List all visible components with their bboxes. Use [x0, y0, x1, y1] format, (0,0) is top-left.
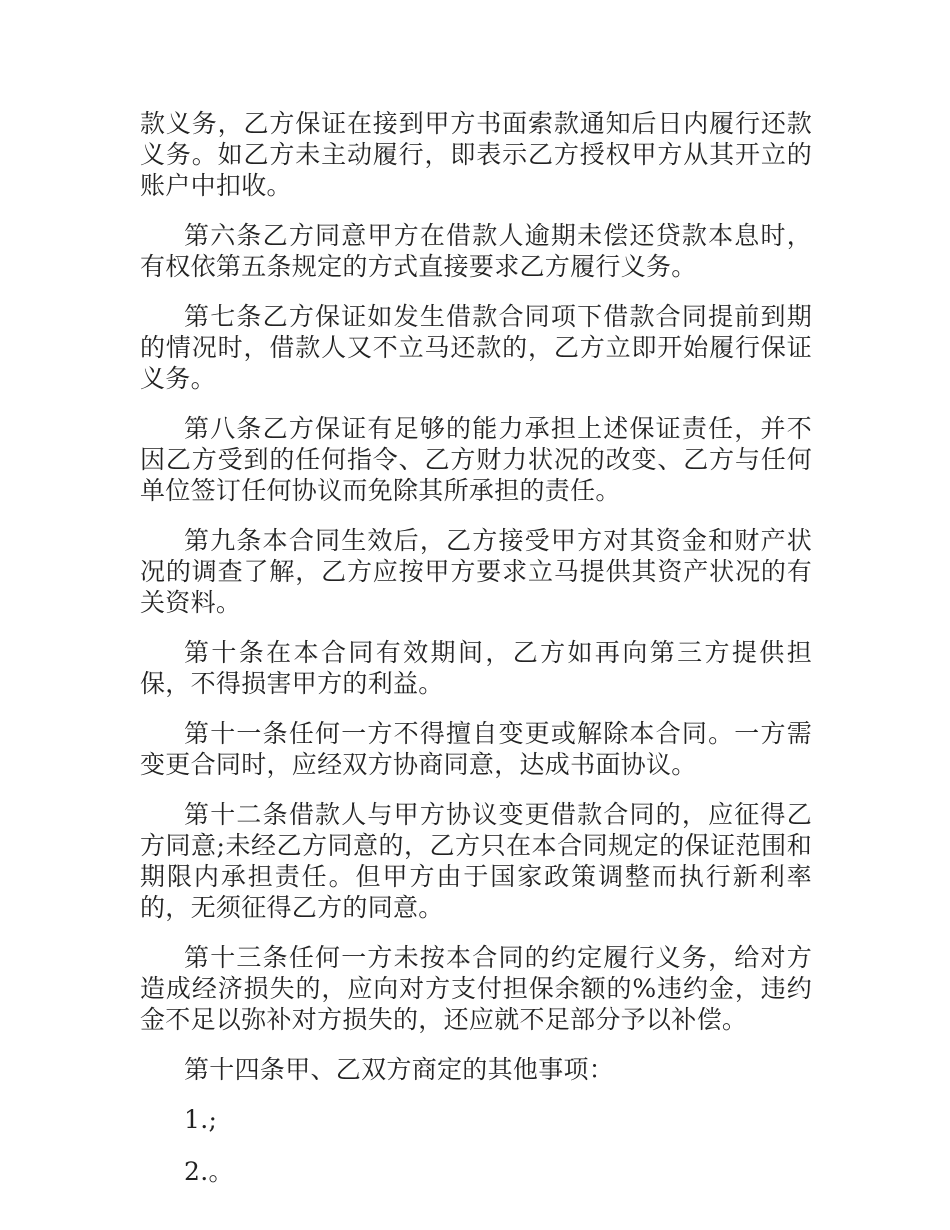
list-item-2: 2.。	[184, 1157, 234, 1186]
article-14: 第十四条甲、乙双方商定的其他事项：	[184, 1055, 615, 1084]
article-8: 第八条乙方保证有足够的能力承担上述保证责任，并不因乙方受到的任何指令、乙方财力状况的改变、乙方与任何单位签订任何协议而免除其所承担的责任。	[140, 414, 812, 505]
article-10: 第十条在本合同有效期间，乙方如再向第三方提供担保，不得损害甲方的利益。	[140, 638, 812, 698]
article-13: 第十三条任何一方未按本合同的约定履行义务，给对方造成经济损失的，应向对方支付担保余额的%违约金，违约金不足以弥补对方损失的，还应就不足部分予以补偿。	[140, 943, 812, 1034]
article-12: 第十二条借款人与甲方协议变更借款合同的，应征得乙方同意;未经乙方同意的，乙方只在本合同规定的保证范围和期限内承担责任。但甲方由于国家政策调整而执行新利率的，无须征得乙方的同意。	[140, 800, 812, 922]
list-item-1: 1.;	[184, 1105, 218, 1134]
article-11: 第十一条任何一方不得擅自变更或解除本合同。一方需变更合同时，应经双方协商同意，达成书面协议。	[140, 719, 812, 779]
document-page	[140, 108, 812, 1208]
article-7: 第七条乙方保证如发生借款合同项下借款合同提前到期的情况时，借款人又不立马还款的，乙方立即开始履行保证义务。	[140, 302, 812, 393]
paragraph-continuation: 款义务，乙方保证在接到甲方书面索款通知后日内履行还款义务。如乙方未主动履行，即表示乙方授权甲方从其开立的账户中扣收。	[140, 109, 812, 200]
article-6: 第六条乙方同意甲方在借款人逾期未偿还贷款本息时，有权依第五条规定的方式直接要求乙方履行义务。	[140, 221, 812, 281]
article-9: 第九条本合同生效后，乙方接受甲方对其资金和财产状况的调查了解，乙方应按甲方要求立马提供其资产状况的有关资料。	[140, 526, 812, 617]
